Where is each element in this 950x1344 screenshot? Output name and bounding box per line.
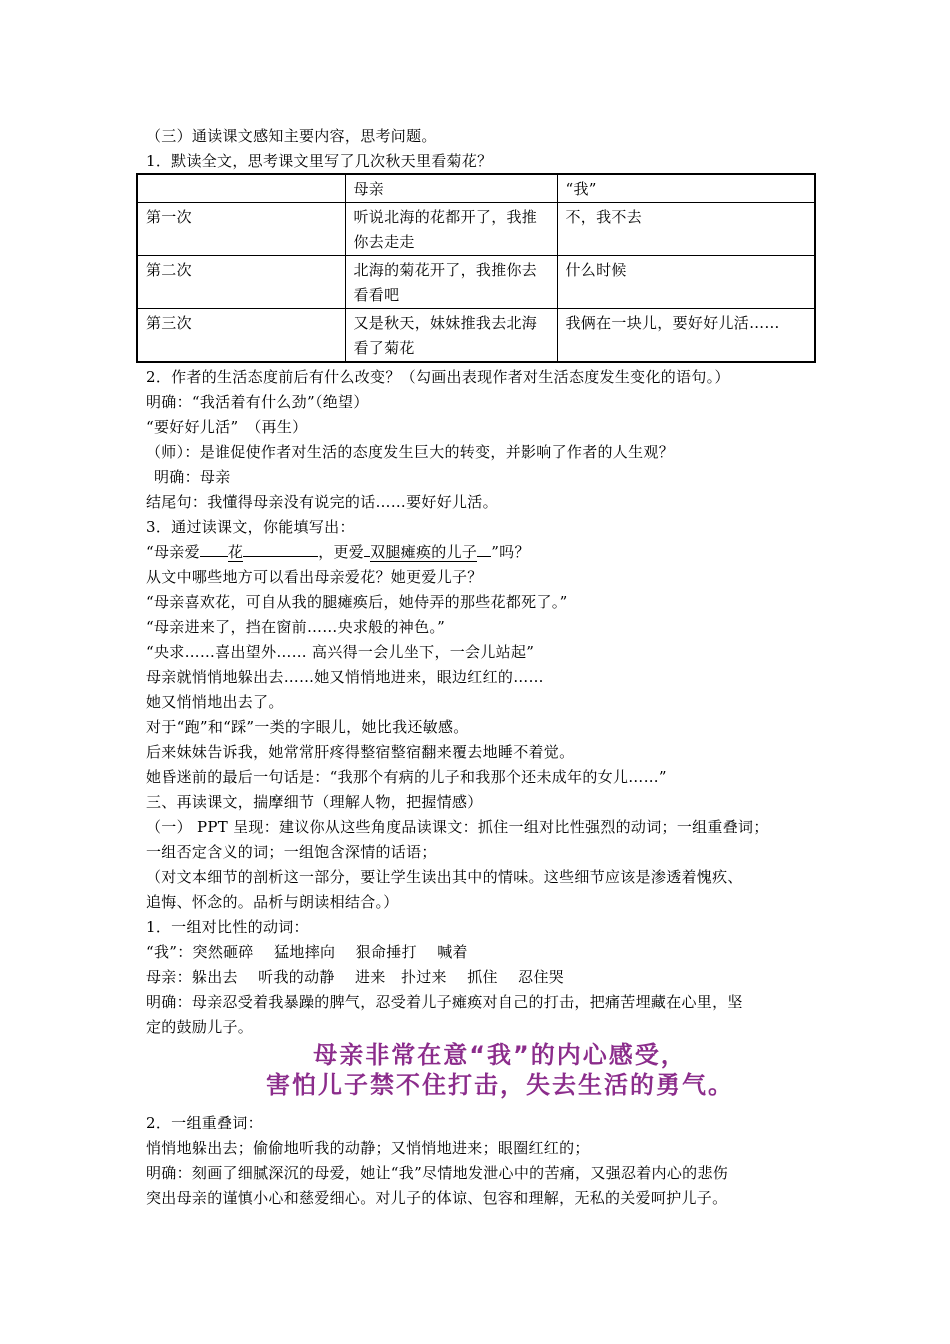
table-cell: 第二次 <box>137 256 345 309</box>
table-header-row <box>137 174 815 203</box>
table-cell: 什么时候 <box>557 256 815 309</box>
quote-line: “央求……喜出望外…… 高兴得一会儿坐下，一会儿站起” <box>146 643 535 661</box>
fill-middle: ，更爱 <box>318 543 365 561</box>
answer-line: 明确：“我活着有什么劲”（绝望） <box>146 393 369 411</box>
explanation-line: 定的鼓励儿子。 <box>146 1018 254 1036</box>
question-3-followup: 从文中哪些地方可以看出母亲爱花？她更爱儿子？ <box>146 568 483 586</box>
blank-spacer <box>243 556 318 557</box>
quote-line: 母亲就悄悄地躲出去……她又悄悄地进来，眼边红红的…… <box>146 668 544 686</box>
blank-spacer <box>477 556 491 557</box>
ending-sentence: 结尾句：我懂得母亲没有说完的话……要好好儿活。 <box>146 493 498 511</box>
explanation-line: 明确：母亲忍受着我暴躁的脾气，忍受着儿子瘫痪对自己的打击，把痛苦埋藏在心里，坚 <box>146 993 743 1011</box>
fill-suffix: ”吗？ <box>491 543 530 561</box>
quote-line: “母亲喜欢花，可自从我的腿瘫痪后，她侍弄的那些花都死了。” <box>146 593 568 611</box>
explanation-line: 突出母亲的谨慎小心和慈爱细心。对儿子的体谅、包容和理解，无私的关爱呵护儿子。 <box>146 1189 728 1207</box>
table-header-cell <box>137 174 345 203</box>
table-header-cell: 母亲 <box>345 174 557 203</box>
teacher-question: （师）：是谁促使作者对生活的态度发生巨大的转变，并影响了作者的人生观？ <box>146 443 675 461</box>
table-cell: 听说北海的花都开了，我推你去走走 <box>345 203 557 256</box>
quote-line: “母亲进来了，挡在窗前……央求般的神色。” <box>146 618 446 636</box>
answer-line: “要好好儿活” （再生） <box>146 418 308 436</box>
verbs-me-line: “我”：突然砸碎 猛地摔向 狠命捶打 喊着 <box>146 943 468 961</box>
quote-line: 她又悄悄地出去了。 <box>146 693 284 711</box>
table-cell: 第一次 <box>137 203 345 256</box>
section-heading: （三）通读课文感知主要内容，思考问题。 <box>146 127 437 145</box>
question-1: 1．默读全文，思考课文里写了几次秋天里看菊花？ <box>146 152 493 170</box>
banner-line: 母亲非常在意“我”的内心感受， <box>313 1041 687 1069</box>
blank-spacer <box>200 556 228 557</box>
table-cell: 第三次 <box>137 309 345 363</box>
ppt-line: （一） PPT 呈现：建议你从这些角度品读课文：抓住一组对比性强烈的动词；一组重叠词； <box>146 818 769 836</box>
ppt-line: 一组否定含义的词；一组饱含深情的话语； <box>146 843 437 861</box>
quote-line: 她昏迷前的最后一句话是：“我那个有病的儿子和我那个还未成年的女儿……” <box>146 768 667 786</box>
table-row <box>137 256 815 309</box>
table-cell: 北海的菊花开了，我推你去看看吧 <box>345 256 557 309</box>
verbs-mother-line: 母亲：躲出去 听我的动静 进来 扑过来 抓住 忍住哭 <box>146 968 565 986</box>
fill-in-blank <box>146 542 530 562</box>
verbs-heading: 1．一组对比性的动词： <box>146 918 309 936</box>
reduplication-heading: 2．一组重叠词： <box>146 1114 263 1132</box>
quote-line: 对于“跑”和“踩”一类的字眼儿，她比我还敏感。 <box>146 718 469 736</box>
fill-prefix: “母亲爱 <box>146 543 200 561</box>
table-cell: 不，我不去 <box>557 203 815 256</box>
question-2: 2．作者的生活态度前后有什么改变？（勾画出表现作者对生活态度发生变化的语句。） <box>146 368 730 386</box>
table-row <box>137 309 815 363</box>
chrysanthemum-table <box>136 173 816 363</box>
section-three-heading: 三、再读课文，揣摩细节（理解人物，把握情感） <box>146 793 483 811</box>
blank-answer-2: 双腿瘫痪的儿子 <box>370 543 478 561</box>
reduplication-list: 悄悄地躲出去；偷偷地听我的动静；又悄悄地进来；眼圈红红的； <box>146 1139 590 1157</box>
blank-answer-1: 花 <box>227 543 244 561</box>
question-3: 3．通过读课文，你能填写出： <box>146 518 355 536</box>
note-line: 追悔、怀念的。品析与朗读相结合。） <box>146 893 399 911</box>
explanation-line: 明确：刻画了细腻深沉的母爱，她让“我”尽情地发泄心中的苦痛，又强忍着内心的悲伤 <box>146 1164 729 1182</box>
note-line: （对文本细节的剖析这一部分，要让学生读出其中的情味。这些细节应该是渗透着愧疚、 <box>146 868 743 886</box>
table-header-cell: “我” <box>557 174 815 203</box>
banner-line: 害怕儿子禁不住打击，失去生活的勇气。 <box>266 1071 734 1099</box>
quote-line: 后来妹妹告诉我，她常常肝疼得整宿整宿翻来覆去地睡不着觉。 <box>146 743 575 761</box>
table-row <box>137 203 815 256</box>
ppt-highlight-banner <box>150 1040 850 1100</box>
table-cell: 我俩在一块儿，要好好儿活…… <box>557 309 815 363</box>
teacher-answer: 明确：母亲 <box>154 468 231 486</box>
table-cell: 又是秋天，妹妹推我去北海看了菊花 <box>345 309 557 363</box>
